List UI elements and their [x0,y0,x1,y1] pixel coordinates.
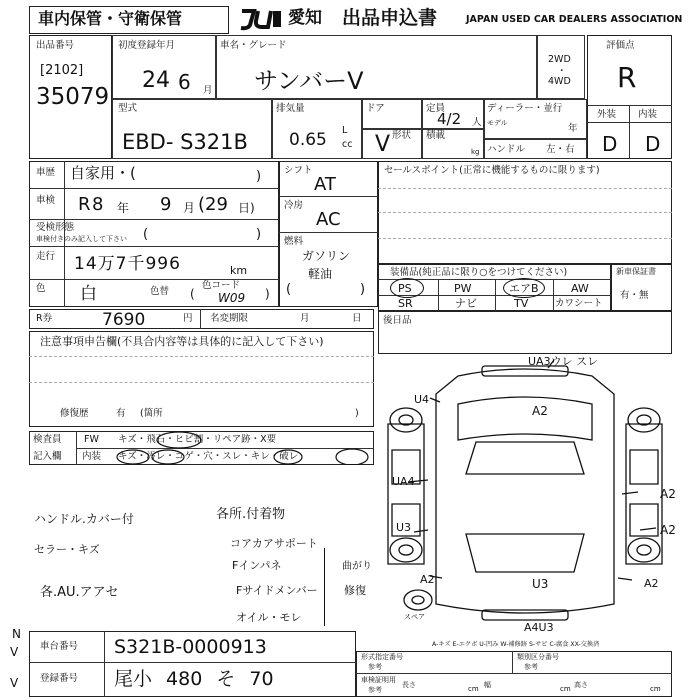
chassis-label: 車台番号 [40,641,79,652]
displacement-label: 排気量 [276,103,305,114]
capacity-value: 4/2 [437,110,462,128]
inspection-month: 9 [160,194,172,215]
inspector-circles [110,431,374,465]
comment-left-2: セラー・キズ [34,543,100,556]
fuel-open: ( [286,282,292,297]
equip-pw: PW [454,282,472,295]
org-name: 愛知 [288,8,322,28]
rear-items-box [378,311,672,354]
repair-history-label: 修復歴 [60,408,89,419]
model-label: 型式 [118,103,138,114]
spec-length-cm: cm [468,685,479,693]
diagram-a2-right2: A2 [660,523,676,537]
diagram-u3-bottom: U3 [532,577,549,591]
equip-tv: TV [514,297,529,310]
margin-n: N [12,627,21,641]
repair-history-value: 有 [116,408,126,419]
recycle-box [29,309,374,329]
rear-items-label: 後日品 [383,315,412,326]
comment-mid-4: Fサイドメンバー [236,584,318,597]
spec-box [356,651,672,697]
diagram-legend: A-キズ E-エクボ U-凹み W-補修跡 S-サビ C-腐食 XX-交換済 [432,641,600,648]
selling-points-label: セールスポイント(正常に機能するものに限ります) [384,165,600,176]
recycle-value: 7690 [102,310,146,330]
spec-class-ref: 参考 [524,663,538,671]
spec-doc-ref: 参考 [368,686,382,694]
receipt-close: ) [256,227,262,242]
color-value: 白 [80,284,97,304]
spec-width-cm: cm [560,685,571,693]
mileage-unit: km [230,264,248,277]
color-open: ( [190,287,195,301]
fuel-close: ) [360,282,366,297]
drive-4wd: 4WD [548,76,571,87]
handle-label: ハンドル [487,144,526,155]
comment-mid-1: 各所.付着物 [216,507,286,522]
shape-label: 形状 [392,130,412,141]
comment-divider [324,548,325,626]
name-change-month: 月 [300,313,310,324]
receipt-note: 車検付きのみ記入して下さい [36,235,127,243]
load-label: 積載 [426,130,446,141]
grade-label: 評価点 [606,40,635,51]
spec-length: 長さ [402,681,416,689]
inspection-year-unit: 年 [117,201,130,215]
history-label: 車歴 [36,167,56,178]
lot-code: [2102] [40,63,84,78]
equip-sr: SR [398,297,413,310]
color-changed-label: 色替 [150,286,170,297]
reg-date-label: 初度登録年月 [118,40,176,51]
spec-type-label: 形式指定番号 [361,653,403,661]
equipment-label: 装備品(純正品に限り○をつけてください) [390,267,568,278]
equip-ps-circle [390,278,424,298]
exterior-label: 外装 [597,109,617,120]
aircon-value: AC [316,209,341,230]
name-change-label: 名変期限 [210,313,249,324]
mileage-value: 14万7千996 [74,254,181,274]
spec-height: 高さ [574,681,588,689]
shape-value: V [375,132,391,157]
warranty-options: 有・無 [620,290,649,301]
car-name-value: サンバーV [254,67,364,95]
inspector-row1: キズ・飛石・ヒビ割・リペア跡・X要 [118,434,277,445]
org-english: JAPAN USED CAR DEALERS ASSOCIATION [466,14,683,25]
inspection-era: R [78,194,91,215]
drive-dot: ・ [557,66,567,77]
form-title: 出品申込書 [342,7,438,29]
comment-right-1: 曲がり [342,561,372,572]
repair-history-close: ) [355,408,359,419]
comment-mid-2: コアカアサポート [230,537,318,550]
lot-number: 35079 [36,84,110,110]
chassis-value: S321B-0000913 [114,636,267,658]
capacity-unit: 人 [472,117,482,128]
fuel-alt: 軽油 [308,267,333,281]
history-value: 自家用・( [70,164,136,182]
inspection-day: (29 [198,194,228,215]
inspector-row2-head: 内装 [82,451,102,462]
equip-airbag-circle [503,278,545,298]
equip-ps: PS [398,282,412,295]
diagram-ua4: UA4 [392,475,415,488]
exterior-value: D [602,132,618,156]
doors-label: ドア [366,103,385,114]
diagram-u4: U4 [414,393,430,406]
car-name-label: 車名・グレード [220,40,287,51]
fuel-label: 燃料 [284,236,304,247]
grade-value: R [617,61,637,94]
interior-label: 内装 [638,109,658,120]
notes-label: 注意事項申告欄(不具合内容等は具体的に記入して下さい) [40,335,324,348]
shift-value: AT [314,174,336,195]
equip-navi: ナビ [455,297,477,310]
spec-width: 幅 [484,681,491,689]
equip-kawa-seat: カワシート [555,298,603,309]
displacement-value: 0.65 [289,130,327,150]
plate-value: 尾小 480 そ 70 [114,668,274,690]
interior-value: D [645,132,661,156]
inspector-label2: 記入欄 [33,451,62,462]
fuel-value: ガソリン [302,249,351,263]
load-unit: kg [471,148,480,156]
diagram-a2-roof: A2 [532,404,548,418]
warranty-label: 新車保証書 [616,267,656,276]
comment-right-2: 修復 [344,584,366,597]
displacement-unit-cc: cc [342,139,353,150]
margin-v1: V [10,645,19,659]
diagram-a2-br: A2 [644,577,659,590]
equip-airbag: エアB [509,282,539,295]
model-year-label: モデル [487,119,508,127]
color-close: ) [265,287,270,301]
displacement-unit-l: L [342,125,348,136]
capacity-label: 定員 [426,103,446,114]
spec-doc-label: 車検証明用 [361,676,396,684]
recycle-unit: 円 [183,313,193,324]
inspector-row1-head: FW [84,434,99,445]
inspector-label: 検査員 [33,434,62,445]
handle-options: 左・右 [546,144,575,155]
diagram-u3-left: U3 [396,521,412,534]
reg-month: 6 [178,70,191,94]
plate-label: 登録番号 [40,673,79,684]
spec-class-label: 類別区分番号 [517,653,559,661]
shift-label: シフト [284,165,313,176]
diagram-a2-bl: A2 [420,573,435,586]
model-year-unit: 年 [568,123,578,134]
inspection-label: 車検 [36,195,56,206]
name-change-day: 日 [352,313,362,324]
history-close: ) [256,169,262,184]
diagram-a4u3: A4U3 [524,621,554,634]
drive-2wd: 2WD [548,54,571,65]
inspection-day-unit: 日) [238,201,255,215]
comment-mid-5: オイル・モレ [236,611,302,624]
color-code-value: W09 [218,291,246,305]
aircon-label: 冷房 [284,200,304,211]
receipt-open: ( [143,227,149,242]
inspector-row2: キズ・汚レ・コゲ・穴・スレ・キレ・破レ [118,451,299,462]
reg-month-unit: 月 [203,85,213,96]
color-code-label: 色コード [202,280,241,291]
comment-left-3: 各.AU.アアセ [40,585,119,600]
mileage-label: 走行 [36,251,56,262]
spec-height-cm: cm [650,685,661,693]
spec-type-ref: 参考 [368,663,382,671]
margin-v2: V [10,676,19,690]
repair-history-place: (箇所 [140,408,163,419]
inspection-month-unit: 月 [183,201,196,215]
storage-title: 車内保管・守衛保管 [38,9,183,28]
ju-logo-icon [238,7,284,31]
inspection-year: 8 [92,194,104,215]
comment-left-1: ハンドル.カバー付 [34,512,134,526]
equip-aw: AW [571,282,589,295]
diagram-ua-top: UA3ウレ スレ [528,355,599,368]
reg-year: 24 [142,68,170,93]
lot-label: 出品番号 [36,40,75,51]
color-label: 色 [36,283,46,294]
diagram-spare: スペア [404,613,425,621]
receipt-label: 受検形態 [36,222,75,233]
dealer-label: ディーラー・並行 [487,103,563,114]
recycle-label: R券 [36,313,53,324]
diagram-a2-right1: A2 [660,487,676,501]
comment-mid-3: Fインパネ [232,559,282,572]
ju-logo [238,7,284,31]
model-value: EBD- S321B [122,130,248,154]
